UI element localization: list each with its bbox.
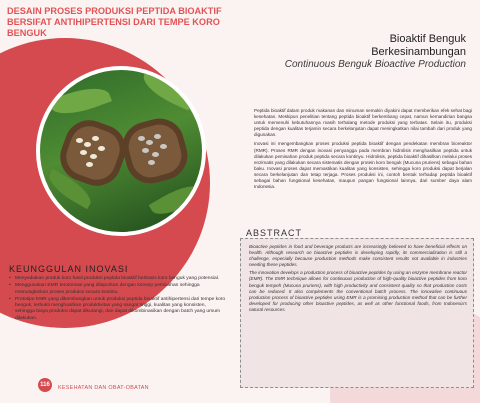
section-heading: [285, 33, 466, 71]
page-number: 116: [38, 378, 52, 392]
body-text: [254, 108, 472, 193]
tempe-koro-benguk-photo: [36, 66, 206, 236]
poster-title: DESAIN PROSES PRODUKSI PEPTIDA BIOAKTIF BERSIFAT ANTIHIPERTENSI DARI TEMPE KORO BENGUK: [7, 6, 222, 38]
list-item: • Prototipe EMR yang dikembangkan untuk produksi peptida bioaktif antihipertensi dari tempe koro benguk, terbukti menghasilkan produktivitas yang sangat tinggi, kualitas yang konsisten, sehingga biaya produksi dapat dikurangi, dan dapat dikombinasikan dengan batch yang umum dilakukan.: [9, 297, 227, 322]
keunggulan-title: KEUNGGULAN INOVASI: [9, 264, 129, 274]
heading-subtitle: Continuous Benguk Bioactive Production: [284, 59, 466, 70]
heading-line-1: Bioaktif Benguk: [389, 33, 466, 45]
list-item: • Menggunakan EMR terotomasi yang dilaporkan dengan konsep pemisahan sehingga memungkinkan proses produksi secara kontinu.: [9, 283, 227, 296]
footer-category: KESEHATAN DAN OBAT-OBATAN: [58, 385, 149, 391]
keunggulan-list: [9, 276, 227, 323]
abstract-paragraph: Bioactive peptides in food and beverage products are increasingly believed to have beneficial effects on health. Although research on bioactive peptides is developing rapidly, its commercialization is still a challenge, especially because production methods make consistent results not available in industries needing these peptides.: [249, 244, 467, 268]
list-item: • Menyediakan produk koro hasil produksi peptida bioaktif berbasis koro benguk yang potensial.: [9, 276, 227, 282]
abstract-paragraph: The innovation develops a production process of bioactive peptides by using an enzyme membrane reactor (EMR). The EMR technique allows for continuous production of high-quality bioactive peptides from koro benguk tempeh (Mucuna pruriens), with high productivity and consistent quality so that production costs can be reduced. It also complements the conventional batch process. The innovative continuous production process of bioactive peptides using EMR is a promising production method that can be further developed for producing other bioactive peptides, as well as other functional foods, from Indonesia's natural resources.: [249, 270, 467, 312]
abstract-text: [249, 244, 467, 315]
abstract-title: ABSTRACT: [246, 228, 303, 238]
body-paragraph: Peptida bioaktif dalam produk makanan dan minuman semakin diyakini dapat memberikan efek sehat bagi kesehatan. Meskipun penelitian tentang peptida bioaktif berkembang cepat, namun kemandirian bangsa untuk memenuhi kebutuhannya masih terhalang metode produksi yang terbatas. Selain itu, produksi peptida dengan kualitas terjamin secara berkelanjutan dapat meningkatkan nilai tambah dari produk yang digunakan.: [254, 108, 472, 138]
body-paragraph: Inovasi ini mengembangkan proses produksi peptida bioaktif dengan pendekatan membran bioreaktor (RMR). Proses RMR dengan inovasi penyangga pada membran hidrolisis menghasilkan peptida untuk dilakukan pemisahan produk peptida secara kontinyu. Hidrolisis, peptida bioaktif dihasilkan melalui proses enzimatis yang dilakukan secara sistematis dengan protein koro benguk (Mucuna pruriens) sebagai bahan baku. Inovasi proses dapat memastikan kualitas yang konsisten, sehingga koro produksi dapat berjalan secara berkelanjutan dan tetap terjaga. Proses produksi ini, contoh bentuk terhadap peptida bioaktif sebagai bahan fungsional kesehatan, maupun pangan fungsional lainnya, dari sumber daya alam Indonesia.: [254, 141, 472, 190]
heading-line-2: Berkesinambungan: [371, 46, 466, 58]
